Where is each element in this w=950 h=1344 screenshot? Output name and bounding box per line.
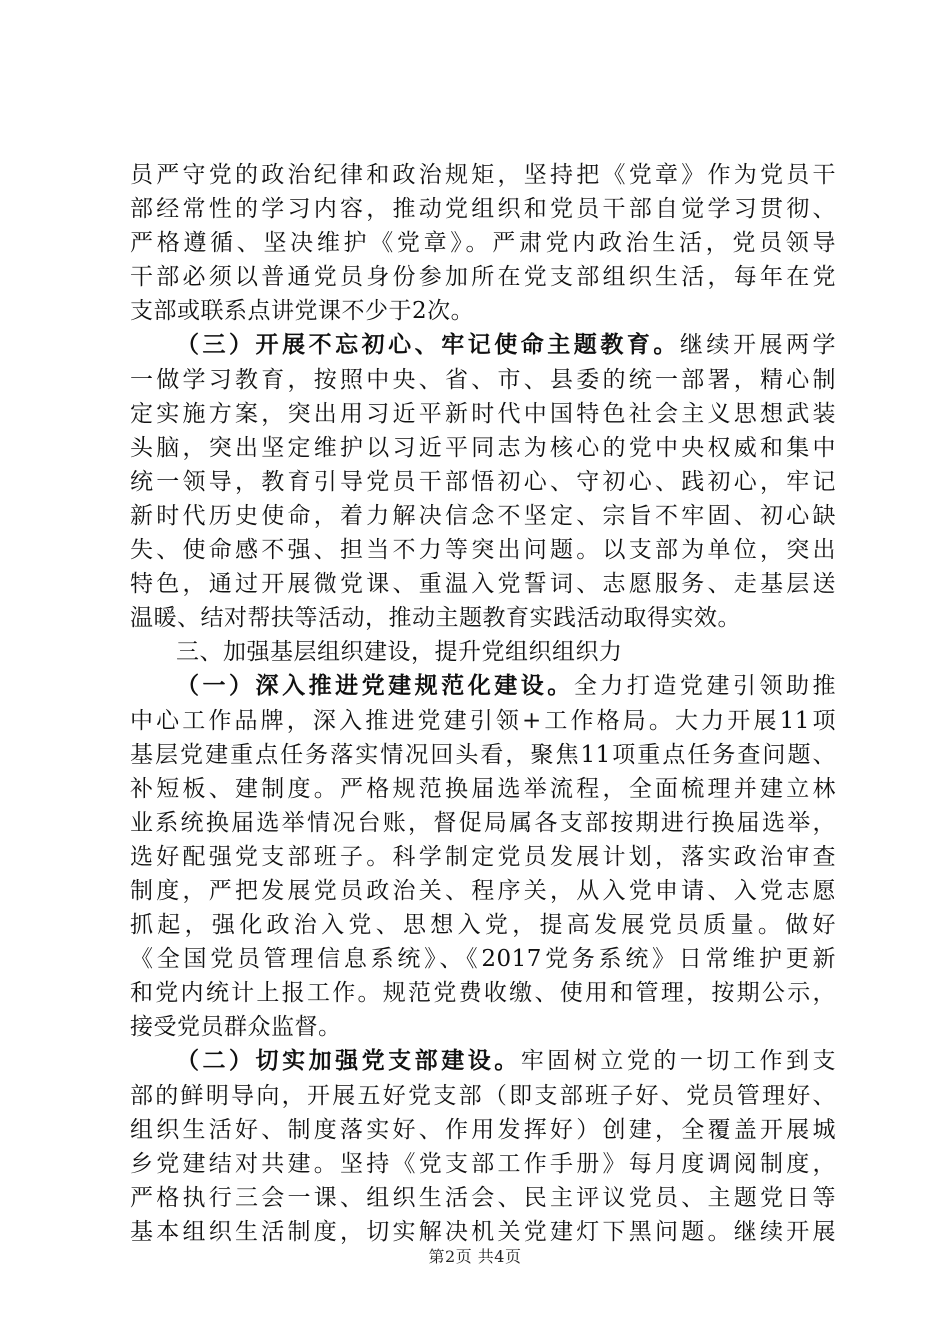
text-line: [130, 158, 836, 192]
line-text: 抓起，强化政治入党、思想入党，提高发展党员质量。做好: [130, 912, 836, 939]
text-line: [130, 567, 836, 601]
text-line: [130, 294, 836, 328]
line-text: 特色，通过开展微党课、重温入党誓词、志愿服务、走基层送: [130, 571, 836, 598]
text-line: [130, 976, 836, 1010]
line-text: 选好配强党支部班子。科学制定党员发展计划，落实政治审查: [130, 843, 836, 870]
text-line: [130, 192, 836, 226]
text-line: [130, 260, 836, 294]
line-text: 头脑，突出坚定维护以习近平同志为核心的党中央权威和集中: [130, 434, 836, 461]
line-text: 干部必须以普通党员身份参加所在党支部组织生活，每年在党: [130, 264, 836, 291]
text-line: [130, 1010, 836, 1044]
text-line: [130, 1181, 836, 1215]
line-text: 部的鲜明导向，开展五好党支部（即支部班子好、党员管理好、: [130, 1082, 836, 1109]
line-text: 中心工作品牌，深入推进党建引领+工作格局。大力开展11项: [130, 707, 836, 734]
document-body: [130, 158, 836, 1249]
text-line: [130, 1147, 836, 1181]
text-line: [130, 1044, 836, 1078]
line-text: 基本组织生活制度，切实解决机关党建灯下黑问题。继续开展: [130, 1218, 836, 1245]
line-text: 全力打造党建引领助推: [573, 673, 837, 700]
text-line: [130, 669, 836, 703]
line-text: 定实施方案，突出用习近平新时代中国特色社会主义思想武装: [130, 400, 836, 427]
text-line: [130, 1113, 836, 1147]
text-line: [130, 635, 836, 669]
line-text: 统一领导，教育引导党员干部悟初心、守初心、践初心，牢记: [130, 468, 836, 495]
line-text: 员严守党的政治纪律和政治规矩，坚持把《党章》作为党员干: [130, 162, 836, 188]
section-heading: （二）切实加强党支部建设。: [176, 1047, 521, 1075]
text-line: [130, 772, 836, 806]
line-text: 继续开展两学: [679, 332, 837, 359]
text-line: [130, 363, 836, 397]
line-text: 组织生活好、制度落实好、作用发挥好）创建，全覆盖开展城: [130, 1116, 836, 1143]
line-text: 牢固树立党的一切工作到支: [520, 1048, 837, 1075]
line-text: 基层党建重点任务落实情况回头看，聚焦11项重点任务查问题、: [130, 741, 836, 768]
text-line: [130, 533, 836, 567]
line-text: 温暖、结对帮扶等活动，推动主题教育实践活动取得实效。: [130, 605, 741, 632]
line-text: 三、加强基层组织建设，提升党组织组织力: [176, 639, 623, 666]
text-line: [130, 874, 836, 908]
text-line: [130, 942, 836, 976]
text-line: [130, 806, 836, 840]
line-text: 部经常性的学习内容，推动党组织和党员干部自觉学习贯彻、: [130, 196, 836, 223]
line-text: 新时代历史使命，着力解决信念不坚定、宗旨不牢固、初心缺: [130, 502, 836, 529]
text-line: [130, 328, 836, 362]
text-line: [130, 465, 836, 499]
line-text: 支部或联系点讲党课不少于2次。: [130, 298, 475, 325]
text-line: [130, 908, 836, 942]
text-line: [130, 601, 836, 635]
text-line: [130, 704, 836, 738]
line-text: 一做学习教育，按照中央、省、市、县委的统一部署，精心制: [130, 366, 836, 393]
text-line: [130, 431, 836, 465]
text-line: [130, 397, 836, 431]
section-heading: （一）深入推进党建规范化建设。: [176, 672, 574, 700]
line-text: 《全国党员管理信息系统》、《2017党务系统》日常维护更新: [130, 946, 836, 973]
section-heading: （三）开展不忘初心、牢记使命主题教育。: [176, 331, 680, 359]
line-text: 和党内统计上报工作。规范党费收缴、使用和管理，按期公示，: [130, 980, 836, 1007]
line-text: 制度，严把发展党员政治关、程序关，从入党申请、入党志愿: [130, 877, 836, 904]
line-text: 严格遵循、坚决维护《党章》。严肃党内政治生活，党员领导: [130, 230, 836, 257]
line-text: 严格执行三会一课、组织生活会、民主评议党员、主题党日等: [130, 1184, 836, 1211]
text-line: [130, 1079, 836, 1113]
line-text: 失、使命感不强、担当不力等突出问题。以支部为单位，突出: [130, 537, 836, 564]
text-line: [130, 840, 836, 874]
line-text: 业系统换届选举情况台账，督促局属各支部按期进行换届选举，: [130, 809, 836, 836]
page-number-footer: 第2页 共4页: [428, 1247, 522, 1266]
line-text: 接受党员群众监督。: [130, 1014, 342, 1041]
line-text: 乡党建结对共建。坚持《党支部工作手册》每月度调阅制度，: [130, 1150, 836, 1177]
text-line: [130, 499, 836, 533]
text-line: [130, 226, 836, 260]
text-line: [130, 738, 836, 772]
line-text: 补短板、建制度。严格规范换届选举流程，全面梳理并建立林: [130, 775, 836, 802]
